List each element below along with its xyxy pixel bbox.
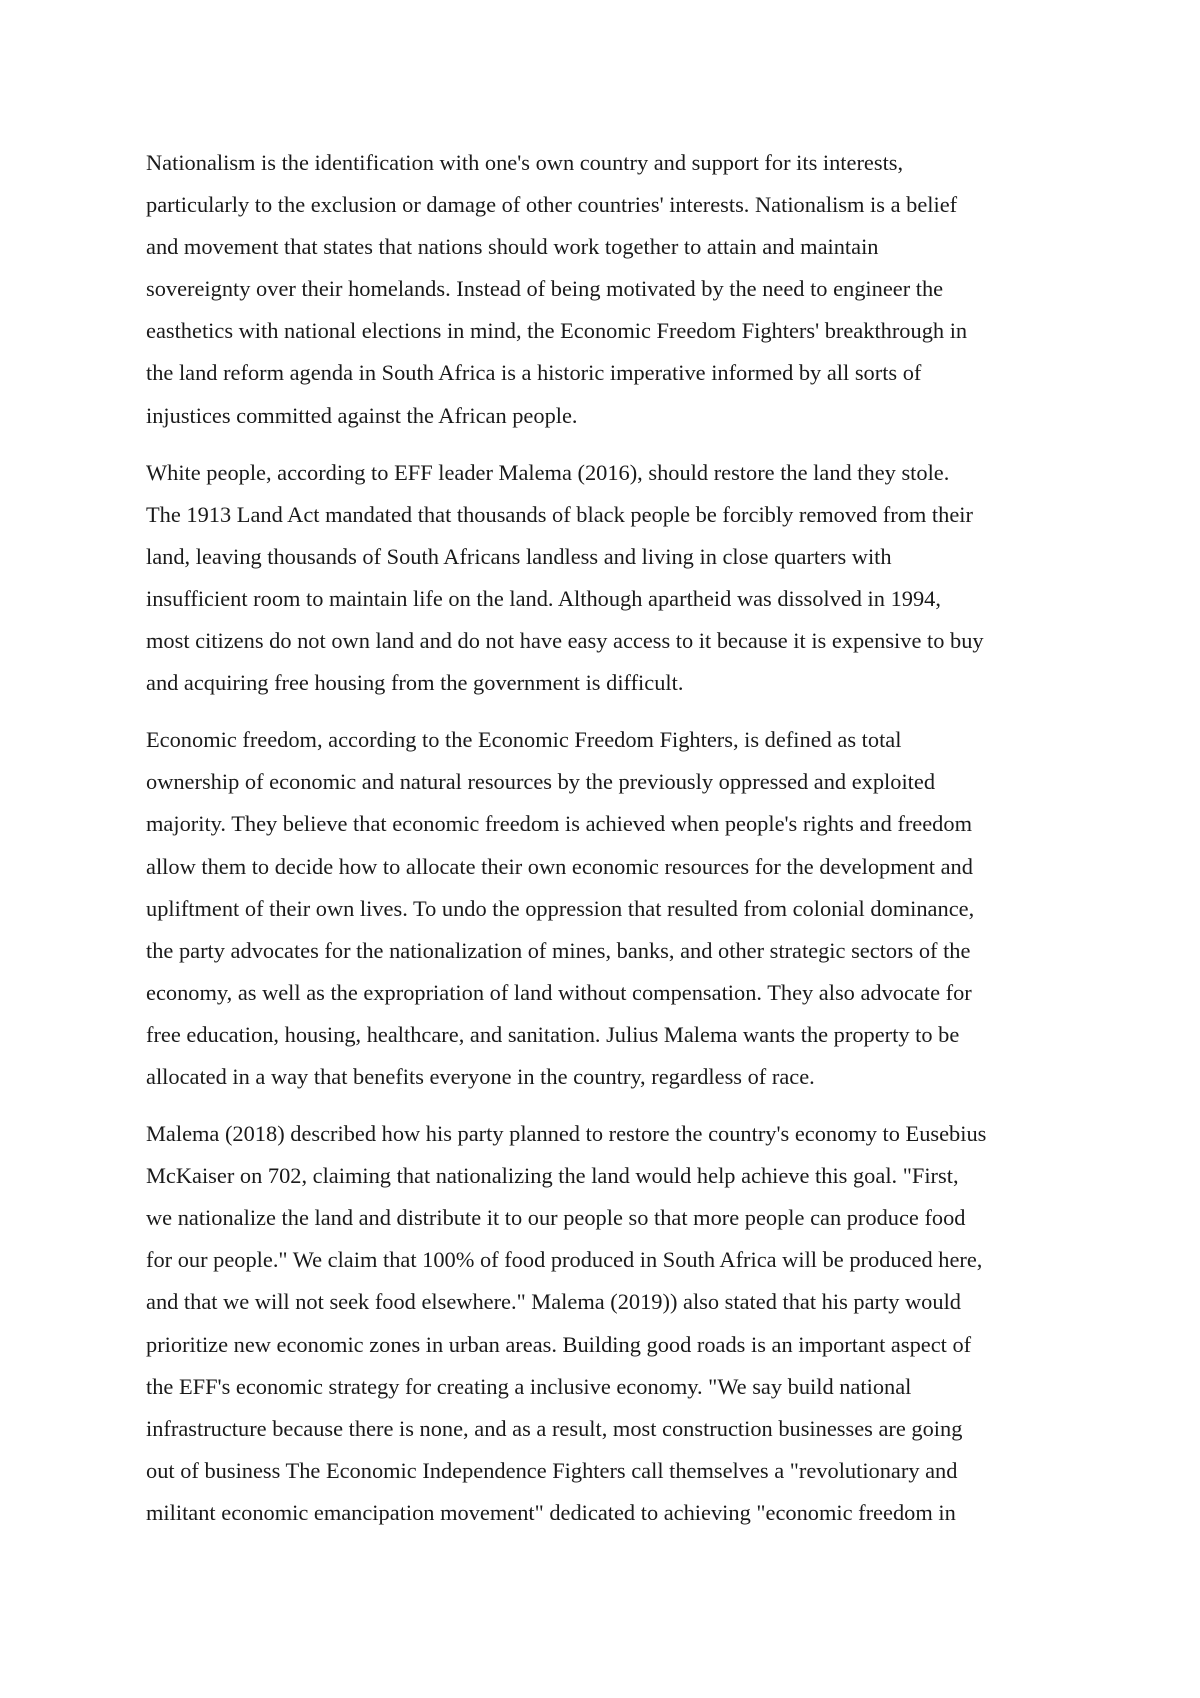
text-line: ownership of economic and natural resources by the previously oppressed and exploited — [146, 769, 936, 795]
paragraph-2 — [146, 452, 1066, 705]
text-line: upliftment of their own lives. To undo the oppression that resulted from colonial dominance, — [146, 895, 975, 921]
text-line: the party advocates for the nationalization of mines, banks, and other strategic sectors of the — [146, 937, 971, 963]
text-line: allow them to decide how to allocate their own economic resources for the development and — [146, 853, 973, 879]
text-line: land, leaving thousands of South Africans landless and living in close quarters with — [146, 543, 892, 569]
text-line: majority. They believe that economic freedom is achieved when people's rights and freedom — [146, 811, 972, 837]
text-line: Economic freedom, according to the Economic Freedom Fighters, is defined as total — [146, 727, 902, 753]
text-line: White people, according to EFF leader Malema (2016), should restore the land they stole. — [146, 459, 950, 485]
text-line: particularly to the exclusion or damage of other countries' interests. Nationalism is a belief — [146, 192, 958, 218]
text-line: easthetics with national elections in mind, the Economic Freedom Fighters' breakthrough in — [146, 318, 968, 344]
text-line: allocated in a way that benefits everyone in the country, regardless of race. — [146, 1063, 815, 1089]
text-line: prioritize new economic zones in urban areas. Building good roads is an important aspect of — [146, 1331, 972, 1357]
text-line: most citizens do not own land and do not have easy access to it because it is expensive to buy — [146, 628, 984, 654]
text-line: out of business The Economic Independence Fighters call themselves a "revolutionary and — [146, 1457, 958, 1483]
text-line: the land reform agenda in South Africa is a historic imperative informed by all sorts of — [146, 360, 922, 386]
text-line: we nationalize the land and distribute it to our people so that more people can produce food — [146, 1205, 966, 1231]
text-line: sovereignty over their homelands. Instead of being motivated by the need to engineer the — [146, 276, 944, 302]
text-line: Malema (2018) described how his party planned to restore the country's economy to Eusebius — [146, 1121, 987, 1147]
text-line: insufficient room to maintain life on the land. Although apartheid was dissolved in 1994, — [146, 585, 941, 611]
text-line: for our people." We claim that 100% of food produced in South Africa will be produced here, — [146, 1247, 983, 1273]
text-line: McKaiser on 702, claiming that nationalizing the land would help achieve this goal. "First, — [146, 1163, 959, 1189]
text-line: The 1913 Land Act mandated that thousands of black people be forcibly removed from their — [146, 501, 973, 527]
document-body — [146, 142, 1066, 1549]
paragraph-4 — [146, 1113, 1066, 1534]
paragraph-3 — [146, 719, 1066, 1098]
text-line: militant economic emancipation movement" dedicated to achieving "economic freedom in — [146, 1499, 956, 1525]
text-line: and movement that states that nations should work together to attain and maintain — [146, 234, 879, 260]
text-line: the EFF's economic strategy for creating a inclusive economy. "We say build national — [146, 1373, 912, 1399]
text-line: injustices committed against the African people. — [146, 402, 578, 428]
text-line: and acquiring free housing from the government is difficult. — [146, 670, 684, 696]
text-line: free education, housing, healthcare, and sanitation. Julius Malema wants the property to be — [146, 1021, 960, 1047]
text-line: Nationalism is the identification with one's own country and support for its interests, — [146, 150, 904, 175]
text-line: economy, as well as the expropriation of land without compensation. They also advocate for — [146, 979, 972, 1005]
paragraph-1 — [146, 142, 1066, 437]
text-line: and that we will not seek food elsewhere." Malema (2019)) also stated that his party would — [146, 1289, 961, 1315]
text-line: infrastructure because there is none, and as a result, most construction businesses are going — [146, 1415, 963, 1441]
